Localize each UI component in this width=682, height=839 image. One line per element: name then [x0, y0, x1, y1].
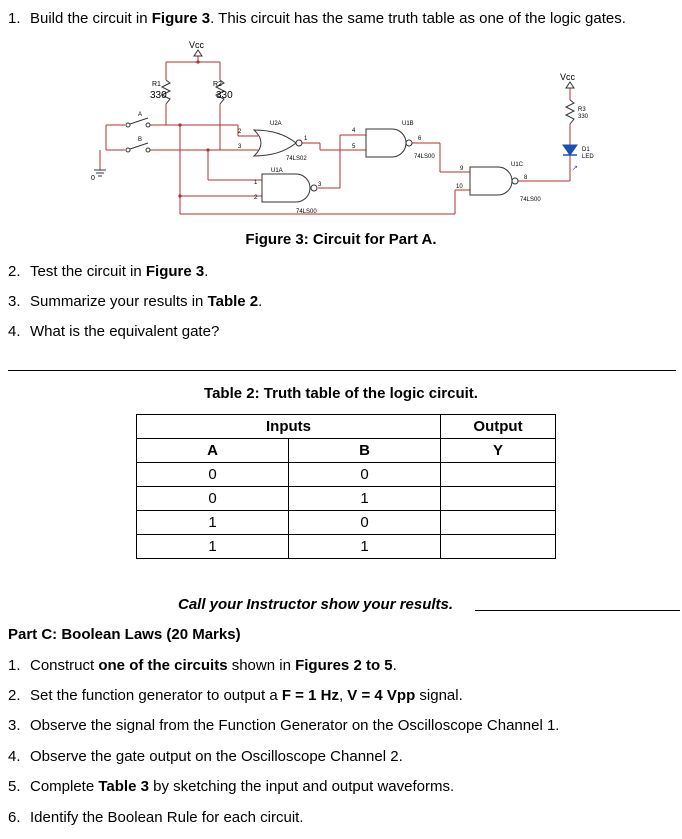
switch-a-label: A	[138, 112, 143, 118]
item-number: 3.	[8, 717, 21, 734]
u1b-part: 74LS00	[414, 154, 435, 160]
text-run: What is the equivalent gate?	[30, 323, 220, 340]
table-caption: Table 2: Truth table of the logic circuit.	[204, 385, 478, 402]
instructor-note: Call your Instructor show your results.	[178, 596, 454, 613]
text-run: Summarize your results in	[30, 293, 208, 310]
pin-label: 10	[456, 184, 463, 190]
item-number: 6.	[8, 809, 21, 826]
item-text	[30, 717, 559, 734]
ground-label: 0	[91, 175, 95, 182]
text-run: .	[204, 263, 209, 280]
bold-text: Table 2	[207, 293, 259, 310]
u2a-name: U2A	[270, 121, 282, 127]
vcc-right-label: Vcc	[560, 72, 576, 82]
item-number: 1.	[8, 657, 21, 674]
cell-y[interactable]	[441, 511, 556, 535]
signature-line[interactable]	[475, 610, 680, 611]
text-run: by sketching the input and output waveforms.	[148, 778, 455, 795]
question-4	[8, 323, 219, 341]
switch-b-label: B	[138, 137, 143, 143]
cell-a: 1	[137, 511, 289, 535]
table-row	[137, 463, 556, 487]
question-text	[30, 293, 262, 310]
part-c-item-6	[8, 809, 304, 827]
question-2	[8, 263, 208, 281]
cell-b: 1	[289, 535, 441, 559]
svg-text:↗: ↗	[572, 165, 578, 172]
pin-label: 4	[352, 128, 356, 134]
u1a-name: U1A	[271, 168, 283, 174]
r1-value: 330	[150, 90, 167, 101]
bold-text: one of the circuits	[98, 657, 228, 674]
text-run: Set the function generator to output a	[30, 687, 282, 704]
circuit-diagram	[0, 36, 682, 226]
part-c-item-3	[8, 717, 559, 735]
u1c-part: 74LS00	[520, 197, 541, 203]
part-c-item-1	[8, 657, 397, 675]
table-row	[137, 487, 556, 511]
question-number: 4.	[8, 323, 21, 340]
pin-label: 1	[254, 180, 258, 186]
pin-label: 3	[318, 182, 322, 188]
inputs-header: Inputs	[137, 415, 441, 439]
text-run: Test the circuit in	[30, 263, 146, 280]
r2-name: R2	[213, 81, 222, 88]
text-run: .	[392, 657, 397, 674]
pin-label: 9	[460, 166, 464, 172]
item-text	[30, 809, 304, 826]
pin-label: 1	[304, 136, 308, 142]
part-c-item-2	[8, 687, 463, 705]
table-row	[137, 535, 556, 559]
pin-label: 5	[352, 144, 356, 150]
pin-label: 2	[254, 195, 258, 201]
text-run: signal.	[415, 687, 463, 704]
item-text	[30, 687, 463, 704]
cell-y[interactable]	[441, 463, 556, 487]
part-c-item-5	[8, 778, 454, 796]
bold-text: F = 1 Hz	[281, 687, 339, 704]
bold-text: Figures 2 to 5	[295, 657, 393, 674]
column-b-header: B	[289, 439, 441, 463]
item-number: 4.	[8, 748, 21, 765]
item-text	[30, 748, 403, 765]
cell-b: 0	[289, 511, 441, 535]
bold-text: Figure 3	[145, 263, 205, 280]
question-number: 2.	[8, 263, 21, 280]
pin-label: 8	[524, 175, 528, 181]
u1c-name: U1C	[511, 162, 524, 168]
pin-label: 2	[238, 129, 242, 135]
text-run: .	[258, 293, 263, 310]
pin-label: 6	[418, 136, 422, 142]
question-number: 3.	[8, 293, 21, 310]
text-run: Complete	[30, 778, 99, 795]
table-row	[137, 511, 556, 535]
item-text	[30, 657, 397, 674]
bold-text: Table 3	[98, 778, 149, 795]
text-run: Construct	[30, 657, 99, 674]
text-run: shown in	[227, 657, 296, 674]
figure-caption: Figure 3: Circuit for Part A.	[245, 231, 437, 248]
output-header: Output	[441, 415, 556, 439]
text-run: ,	[338, 687, 348, 704]
text-run: . This circuit has the same truth table as one of the logic gates.	[210, 10, 626, 27]
item-number: 5.	[8, 778, 21, 795]
bold-text: Figure 3	[151, 10, 211, 27]
pin-label: 3	[238, 144, 242, 150]
question-3	[8, 293, 262, 311]
cell-a: 1	[137, 535, 289, 559]
u2a-part: 74LS02	[286, 156, 307, 162]
part-c-title: Part C: Boolean Laws (20 Marks)	[8, 626, 241, 643]
cell-y[interactable]	[441, 535, 556, 559]
cell-a: 0	[137, 463, 289, 487]
cell-b: 0	[289, 463, 441, 487]
vcc-left-label: Vcc	[189, 40, 205, 50]
truth-table	[136, 414, 556, 559]
question-1	[8, 10, 626, 28]
text-run: Identify the Boolean Rule for each circuit.	[30, 809, 304, 826]
column-y-header: Y	[441, 439, 556, 463]
u1a-part: 74LS00	[296, 209, 317, 215]
part-c-item-4	[8, 748, 403, 766]
cell-y[interactable]	[441, 487, 556, 511]
question-text	[30, 323, 219, 340]
r1-name: R1	[152, 81, 161, 88]
question-number: 1.	[8, 10, 21, 27]
d1-label: LED	[582, 154, 594, 160]
text-run: Observe the gate output on the Oscilloscope Channel 2.	[30, 748, 403, 765]
cell-b: 1	[289, 487, 441, 511]
column-a-header: A	[137, 439, 289, 463]
text-run: Observe the signal from the Function Generator on the Oscilloscope Channel 1.	[30, 717, 560, 734]
item-number: 2.	[8, 687, 21, 704]
bold-text: V = 4 Vpp	[347, 687, 416, 704]
d1-name: D1	[582, 147, 590, 153]
question-text	[30, 10, 626, 27]
r3-name: R3	[578, 107, 586, 113]
question-text	[30, 263, 208, 280]
r2-value: 330	[216, 90, 233, 101]
item-text	[30, 778, 454, 795]
r3-value: 330	[578, 114, 589, 120]
answer-line	[8, 370, 676, 371]
u1b-name: U1B	[402, 121, 414, 127]
cell-a: 0	[137, 487, 289, 511]
text-run: Build the circuit in	[30, 10, 152, 27]
